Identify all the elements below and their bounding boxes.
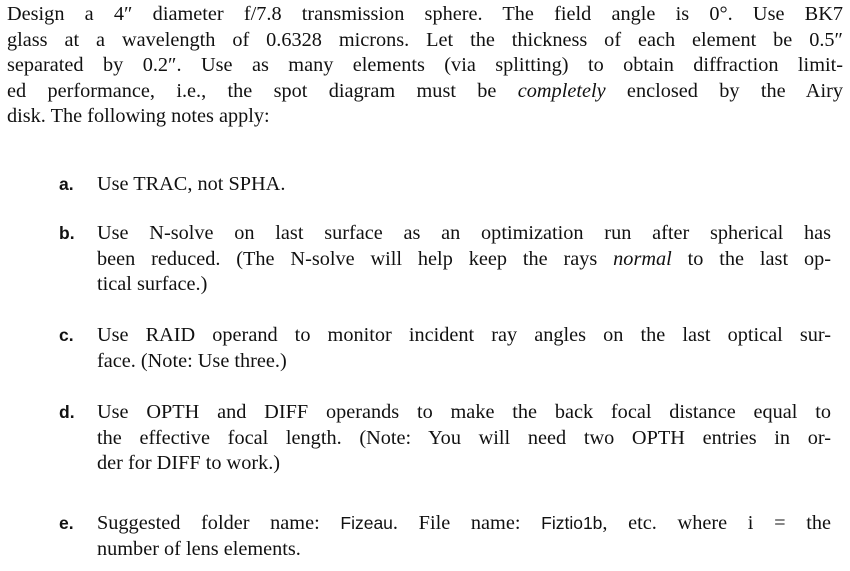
note-line bbox=[97, 511, 831, 537]
note-letter: b. bbox=[59, 223, 75, 243]
problem-line-5: disk. The following notes apply: bbox=[7, 105, 270, 128]
note-letter: e. bbox=[59, 513, 74, 533]
note-line: Use TRAC, not SPHA. bbox=[97, 173, 286, 195]
problem-line-2: glass at a wavelength of 0.6328 microns. Let the thickness of each element be 0.5″ bbox=[7, 28, 843, 51]
note-letter: a. bbox=[59, 174, 74, 194]
note-line: Use OPTH and DIFF operands to make the back focal distance equal to bbox=[97, 401, 831, 423]
file-name: Fiztio1b bbox=[541, 513, 603, 533]
note-body bbox=[97, 511, 831, 562]
note-text: Suggested folder name: bbox=[97, 512, 341, 534]
note-line: tical surface.) bbox=[97, 273, 208, 296]
note-body bbox=[97, 172, 831, 198]
note-letter: c. bbox=[59, 325, 74, 345]
problem-line-4-end: enclosed by the Airy bbox=[605, 79, 843, 102]
note-letter: d. bbox=[59, 402, 75, 422]
problem-line-1: Design a 4″ diameter f/7.8 transmission sphere. The field angle is 0°. Use BK7 bbox=[7, 3, 843, 25]
note-line bbox=[97, 247, 831, 273]
emphasis-normal: normal bbox=[613, 247, 672, 270]
note-text: to the last op- bbox=[671, 247, 831, 270]
problem-line-4 bbox=[7, 79, 843, 105]
note-text: , etc. where i = the bbox=[602, 512, 831, 534]
note-line: number of lens elements. bbox=[97, 537, 301, 560]
note-line: the effective focal length. (Note: You will need two OPTH entries in or- bbox=[97, 426, 831, 449]
note-line: Use RAID operand to monitor incident ray angles on the last optical sur- bbox=[97, 324, 831, 346]
problem-statement bbox=[7, 2, 843, 130]
note-line: Use N-solve on last surface as an optimization run after spherical has bbox=[97, 222, 831, 244]
folder-name: Fizeau bbox=[340, 513, 393, 533]
note-body bbox=[97, 323, 831, 374]
note-line: face. (Note: Use three.) bbox=[97, 349, 287, 372]
note-line: der for DIFF to work.) bbox=[97, 452, 281, 475]
note-body bbox=[97, 221, 831, 298]
problem-line-4-start: ed performance, i.e., the spot diagram must be bbox=[7, 79, 518, 102]
note-body bbox=[97, 400, 831, 477]
note-text: been reduced. (The N-solve will help keep the rays bbox=[97, 247, 614, 270]
problem-line-3: separated by 0.2″. Use as many elements (via splitting) to obtain diffraction limit- bbox=[7, 54, 843, 77]
note-text: . File name: bbox=[392, 512, 542, 534]
emphasis-completely: completely bbox=[517, 79, 606, 102]
